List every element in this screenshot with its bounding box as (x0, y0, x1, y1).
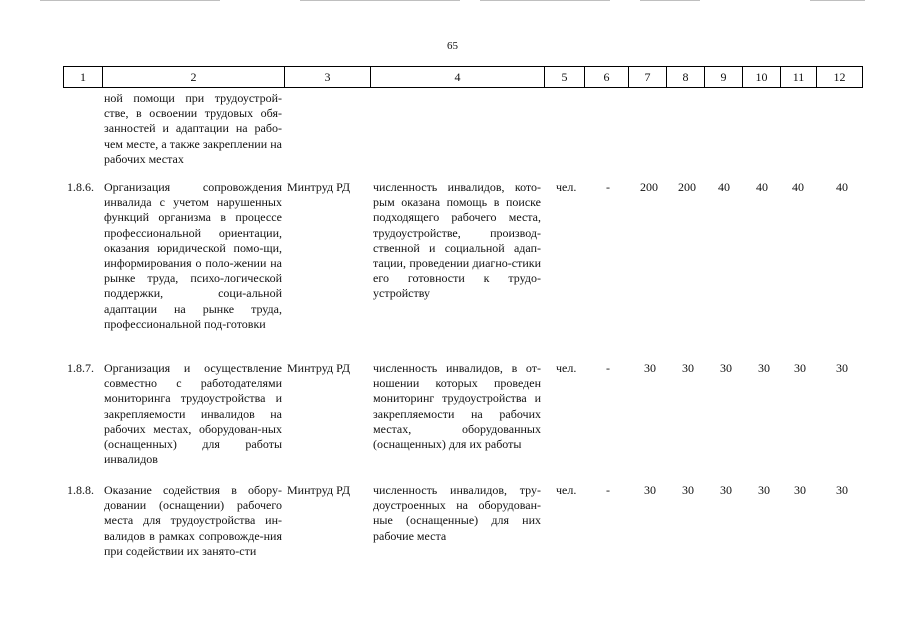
row-number: 1.8.7. (67, 361, 94, 375)
value-col12: 30 (836, 483, 848, 497)
value-col9: 30 (720, 483, 732, 497)
value-col8: 30 (682, 483, 694, 497)
value-col7: 30 (644, 361, 656, 375)
column-header: 8 (667, 67, 705, 87)
column-header: 4 (371, 67, 545, 87)
unit: чел. (556, 180, 577, 194)
scan-edge-line (300, 0, 460, 1)
value-col7: 30 (644, 483, 656, 497)
value-col7: 200 (640, 180, 658, 194)
indicator: численность инвалидов, тру-доустроенных на оборудован-ные (оснащенные) для них рабочие места (373, 483, 541, 543)
value-col10: 40 (756, 180, 768, 194)
value-col11: 40 (792, 180, 804, 194)
value-col8: 200 (678, 180, 696, 194)
unit: чел. (556, 361, 577, 375)
column-header: 12 (817, 67, 863, 87)
column-header: 9 (705, 67, 743, 87)
column-header: 1 (63, 67, 103, 87)
column-header: 11 (781, 67, 817, 87)
page-number: 65 (447, 40, 458, 52)
column-header: 3 (285, 67, 371, 87)
scan-edge-line (480, 0, 610, 1)
executor: Минтруд РД (287, 361, 351, 375)
base-value: - (606, 180, 610, 194)
column-header: 10 (743, 67, 781, 87)
value-col10: 30 (758, 361, 770, 375)
base-value: - (606, 483, 610, 497)
indicator: численность инвалидов, в от-ношении которых проведен мониторинг трудоустройства и закрепляемости на рабочих местах, оборудованных (оснащенных) для их работы (373, 361, 541, 452)
column-header: 6 (585, 67, 629, 87)
column-header: 5 (545, 67, 585, 87)
value-col11: 30 (794, 483, 806, 497)
scan-edge-line (810, 0, 865, 1)
value-col10: 30 (758, 483, 770, 497)
measure-name: Оказание содействия в обору-довании (оснащении) рабочего места для трудоустройства ин-валидов в рамках сопровожде-ния при содействии их занято-сти (104, 483, 282, 558)
measure-name: Организация и осуществление совместно с работодателями мониторинга трудоустройства и закрепляемости инвалидов на рабочих местах, оборудован-ных (оснащенных) для работы инвалидов (104, 361, 282, 467)
value-col9: 30 (720, 361, 732, 375)
base-value: - (606, 361, 610, 375)
executor: Минтруд РД (287, 180, 351, 194)
value-col12: 40 (836, 180, 848, 194)
table-header-row (63, 66, 863, 88)
column-header: 7 (629, 67, 667, 87)
scan-edge-line (640, 0, 700, 1)
scan-edge-line (40, 0, 220, 1)
row-number: 1.8.8. (67, 483, 94, 497)
unit: чел. (556, 483, 577, 497)
measure-name: Организация сопровождения инвалида с учетом нарушенных функций организма в процессе профессиональной ориентации, оказания юридической помо-щи, информирования о поло-жении на рынке труда, психо-логической поддержки, соци-альной адаптации на рынке труда, профессиональной под-готовки (104, 180, 282, 331)
column-header: 2 (103, 67, 285, 87)
continuation-text: ной помощи при трудоустрой-стве, в освоении трудовых обя-занностей и адаптации на рабо-чем месте, а также закреплении на рабочих местах (104, 91, 282, 166)
indicator: численность инвалидов, кото-рым оказана помощь в поиске подходящего рабочего места, трудоустройстве, производ-ственной и социальной адап-тации, проведении диагно-стики его готовности к трудо-устройству (373, 180, 541, 301)
value-col8: 30 (682, 361, 694, 375)
value-col9: 40 (718, 180, 730, 194)
value-col12: 30 (836, 361, 848, 375)
executor: Минтруд РД (287, 483, 351, 497)
value-col11: 30 (794, 361, 806, 375)
row-number: 1.8.6. (67, 180, 94, 194)
